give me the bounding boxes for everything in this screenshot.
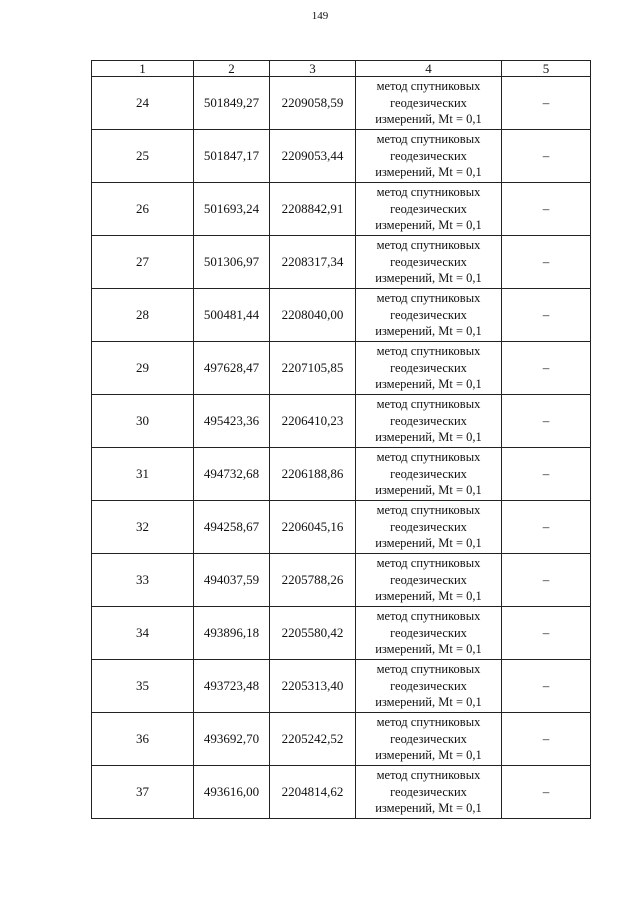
method-line: метод спутниковых	[376, 344, 481, 359]
table-row	[92, 766, 591, 819]
method-cell	[356, 448, 502, 501]
y-coordinate-cell: 2207105,85	[270, 342, 356, 395]
method-line: измерений, Mt = 0,1	[375, 695, 482, 710]
table-header	[92, 61, 591, 77]
point-number-cell: 27	[92, 236, 194, 289]
x-coordinate-cell: 495423,36	[194, 395, 270, 448]
note-cell: –	[502, 607, 591, 660]
method-line: геодезических	[390, 148, 467, 163]
method-line: метод спутниковых	[376, 397, 481, 412]
table-row	[92, 713, 591, 766]
table-row	[92, 342, 591, 395]
method-line: метод спутниковых	[376, 238, 481, 253]
point-number-cell: 34	[92, 607, 194, 660]
point-number-cell: 30	[92, 395, 194, 448]
note-cell: –	[502, 77, 591, 130]
point-number-cell: 33	[92, 554, 194, 607]
y-coordinate-cell: 2209058,59	[270, 77, 356, 130]
table-row	[92, 183, 591, 236]
method-line: метод спутниковых	[376, 662, 481, 677]
x-coordinate-cell: 500481,44	[194, 289, 270, 342]
method-cell	[356, 713, 502, 766]
table-row	[92, 77, 591, 130]
method-line: метод спутниковых	[376, 132, 481, 147]
y-coordinate-cell: 2208842,91	[270, 183, 356, 236]
method-line: метод спутниковых	[376, 715, 481, 730]
page-number: 149	[311, 10, 329, 22]
note-cell: –	[502, 236, 591, 289]
point-number-cell: 24	[92, 77, 194, 130]
method-cell	[356, 660, 502, 713]
x-coordinate-cell: 493723,48	[194, 660, 270, 713]
method-line: геодезических	[390, 413, 467, 428]
point-number-cell: 32	[92, 501, 194, 554]
y-coordinate-cell: 2208317,34	[270, 236, 356, 289]
method-line: измерений, Mt = 0,1	[375, 642, 482, 657]
method-line: измерений, Mt = 0,1	[375, 112, 482, 127]
point-number-cell: 25	[92, 130, 194, 183]
point-number-cell: 37	[92, 766, 194, 819]
header-col-1: 1	[92, 61, 194, 77]
method-line: метод спутниковых	[376, 503, 481, 518]
header-col-3: 3	[270, 61, 356, 77]
method-line: измерений, Mt = 0,1	[375, 748, 482, 763]
note-cell: –	[502, 342, 591, 395]
note-cell: –	[502, 448, 591, 501]
y-coordinate-cell: 2205242,52	[270, 713, 356, 766]
table-row	[92, 395, 591, 448]
method-line: измерений, Mt = 0,1	[375, 801, 482, 816]
method-line: измерений, Mt = 0,1	[375, 165, 482, 180]
y-coordinate-cell: 2206188,86	[270, 448, 356, 501]
method-line: метод спутниковых	[376, 609, 481, 624]
method-line: геодезических	[390, 625, 467, 640]
note-cell: –	[502, 713, 591, 766]
method-line: метод спутниковых	[376, 79, 481, 94]
x-coordinate-cell: 493896,18	[194, 607, 270, 660]
method-cell	[356, 607, 502, 660]
method-line: измерений, Mt = 0,1	[375, 324, 482, 339]
coordinates-table	[91, 60, 591, 819]
method-cell	[356, 77, 502, 130]
point-number-cell: 29	[92, 342, 194, 395]
header-col-5: 5	[502, 61, 591, 77]
table-row	[92, 448, 591, 501]
point-number-cell: 31	[92, 448, 194, 501]
y-coordinate-cell: 2204814,62	[270, 766, 356, 819]
method-line: метод спутниковых	[376, 185, 481, 200]
method-line: геодезических	[390, 784, 467, 799]
x-coordinate-cell: 501849,27	[194, 77, 270, 130]
method-line: геодезических	[390, 731, 467, 746]
method-line: геодезических	[390, 95, 467, 110]
point-number-cell: 28	[92, 289, 194, 342]
note-cell: –	[502, 289, 591, 342]
y-coordinate-cell: 2205788,26	[270, 554, 356, 607]
method-cell	[356, 395, 502, 448]
method-cell	[356, 236, 502, 289]
method-line: метод спутниковых	[376, 450, 481, 465]
method-cell	[356, 289, 502, 342]
method-line: геодезических	[390, 254, 467, 269]
method-cell	[356, 130, 502, 183]
y-coordinate-cell: 2208040,00	[270, 289, 356, 342]
method-line: геодезических	[390, 572, 467, 587]
point-number-cell: 35	[92, 660, 194, 713]
x-coordinate-cell: 501693,24	[194, 183, 270, 236]
method-line: геодезических	[390, 360, 467, 375]
note-cell: –	[502, 501, 591, 554]
y-coordinate-cell: 2206410,23	[270, 395, 356, 448]
x-coordinate-cell: 493616,00	[194, 766, 270, 819]
method-cell	[356, 342, 502, 395]
x-coordinate-cell: 501306,97	[194, 236, 270, 289]
table-row	[92, 289, 591, 342]
note-cell: –	[502, 130, 591, 183]
x-coordinate-cell: 494732,68	[194, 448, 270, 501]
method-line: геодезических	[390, 307, 467, 322]
y-coordinate-cell: 2209053,44	[270, 130, 356, 183]
method-line: геодезических	[390, 678, 467, 693]
x-coordinate-cell: 494037,59	[194, 554, 270, 607]
table-row	[92, 501, 591, 554]
x-coordinate-cell: 497628,47	[194, 342, 270, 395]
method-line: метод спутниковых	[376, 768, 481, 783]
table-row	[92, 130, 591, 183]
table-row	[92, 607, 591, 660]
method-line: метод спутниковых	[376, 291, 481, 306]
note-cell: –	[502, 395, 591, 448]
x-coordinate-cell: 501847,17	[194, 130, 270, 183]
method-line: геодезических	[390, 466, 467, 481]
note-cell: –	[502, 183, 591, 236]
method-cell	[356, 554, 502, 607]
table-row	[92, 236, 591, 289]
table-body	[92, 77, 591, 819]
note-cell: –	[502, 554, 591, 607]
header-col-4: 4	[356, 61, 502, 77]
method-line: метод спутниковых	[376, 556, 481, 571]
method-cell	[356, 183, 502, 236]
point-number-cell: 36	[92, 713, 194, 766]
table-row	[92, 554, 591, 607]
note-cell: –	[502, 660, 591, 713]
header-col-2: 2	[194, 61, 270, 77]
point-number-cell: 26	[92, 183, 194, 236]
method-line: геодезических	[390, 201, 467, 216]
method-line: измерений, Mt = 0,1	[375, 536, 482, 551]
y-coordinate-cell: 2205313,40	[270, 660, 356, 713]
method-line: измерений, Mt = 0,1	[375, 271, 482, 286]
method-line: измерений, Mt = 0,1	[375, 218, 482, 233]
header-row	[92, 61, 591, 77]
x-coordinate-cell: 493692,70	[194, 713, 270, 766]
note-cell: –	[502, 766, 591, 819]
method-line: измерений, Mt = 0,1	[375, 483, 482, 498]
method-cell	[356, 766, 502, 819]
y-coordinate-cell: 2205580,42	[270, 607, 356, 660]
x-coordinate-cell: 494258,67	[194, 501, 270, 554]
y-coordinate-cell: 2206045,16	[270, 501, 356, 554]
method-line: измерений, Mt = 0,1	[375, 589, 482, 604]
method-line: геодезических	[390, 519, 467, 534]
method-cell	[356, 501, 502, 554]
table-row	[92, 660, 591, 713]
method-line: измерений, Mt = 0,1	[375, 377, 482, 392]
method-line: измерений, Mt = 0,1	[375, 430, 482, 445]
